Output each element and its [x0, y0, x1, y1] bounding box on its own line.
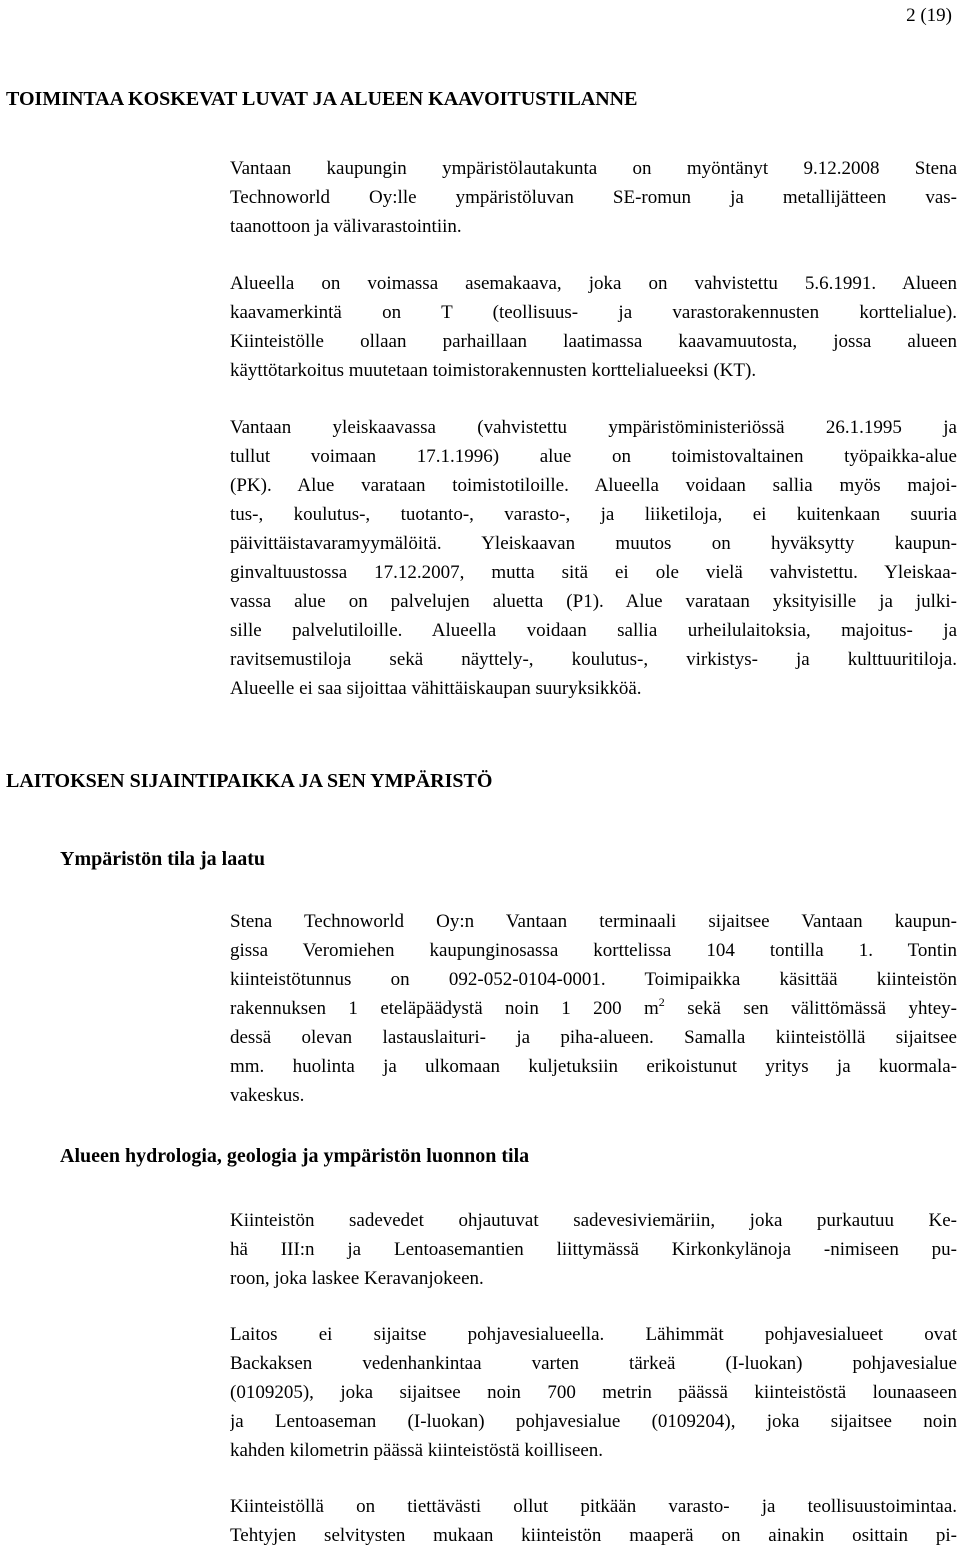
text-line: gissa Veromiehen kaupunginosassa korttelissa 104 tontilla 1. Tontin [230, 940, 957, 961]
text-line: Vantaan kaupungin ympäristölautakunta on myöntänyt 9.12.2008 Stena [230, 158, 957, 179]
text-line: Laitos ei sijaitse pohjavesialueella. Lähimmät pohjavesialueet ovat [230, 1324, 957, 1345]
hydrology-paragraph-1 [230, 1206, 957, 1293]
section-heading-location: LAITOKSEN SIJAINTIPAIKKA JA SEN YMPÄRISTÖ [6, 770, 493, 792]
text-line: päivittäistavaramyymälöitä. Yleiskaavan muutos on hyväksytty kaupun- [230, 533, 957, 554]
text-line: (PK). Alue varataan toimistotiloille. Alueella voidaan sallia myös majoi- [230, 475, 957, 496]
permits-paragraph-3 [230, 413, 957, 703]
text-line: mm. huolinta ja ulkomaan kuljetuksiin erikoistunut yritys ja kuormala- [230, 1056, 957, 1077]
text-line: hä III:n ja Lentoasemantien liittymässä Kirkonkylänoja -nimiseen pu- [230, 1239, 957, 1260]
text-line: dessä olevan lastauslaituri- ja piha-alueen. Samalla kiinteistöllä sijaitsee [230, 1027, 957, 1048]
permits-paragraph-2 [230, 269, 957, 385]
text-line: (0109205), joka sijaitsee noin 700 metrin päässä kiinteistöstä lounaaseen [230, 1382, 957, 1403]
page-number: 2 (19) [906, 5, 952, 26]
superscript: 2 [658, 995, 665, 1009]
hydrology-paragraph-2 [230, 1320, 957, 1465]
text-line: vassa alue on palvelujen aluetta (P1). Alue varataan yksityisille ja julki- [230, 591, 957, 612]
text-line: kaavamerkintä on T (teollisuus- ja varastorakennusten korttelialue). [230, 302, 957, 323]
section-heading-permits: TOIMINTAA KOSKEVAT LUVAT JA ALUEEN KAAVOITUSTILANNE [6, 88, 638, 110]
subheading-hydrology: Alueen hydrologia, geologia ja ympäristön luonnon tila [60, 1145, 530, 1167]
text-line: Technoworld Oy:lle ympäristöluvan SE-romun ja metallijätteen vas- [230, 187, 957, 208]
text-line: ja Lentoaseman (I-luokan) pohjavesialue (0109204), joka sijaitsee noin [230, 1411, 957, 1432]
subheading-environment: Ympäristön tila ja laatu [60, 848, 265, 870]
text-line: ravitsemustiloja sekä näyttely-, koulutus-, virkistys- ja kulttuuritiloja. [230, 649, 957, 670]
text-line: tullut voimaan 17.1.1996) alue on toimistovaltainen työpaikka-alue [230, 446, 957, 467]
text-line: roon, joka laskee Keravanjokeen. [230, 1268, 484, 1289]
hydrology-paragraph-3 [230, 1492, 957, 1550]
text-line: vakeskus. [230, 1085, 305, 1106]
environment-paragraph-1 [230, 907, 957, 1110]
text-line: käyttötarkoitus muutetaan toimistorakennusten korttelialueeksi (KT). [230, 360, 757, 381]
text-line: kahden kilometrin päässä kiinteistöstä koilliseen. [230, 1440, 604, 1461]
text-line: sille palvelutiloille. Alueella voidaan sallia urheilulaitoksia, majoitus- ja [230, 620, 957, 641]
text-line: Alueella on voimassa asemakaava, joka on vahvistettu 5.6.1991. Alueen [230, 273, 957, 294]
text-line: Alueelle ei saa sijoittaa vähittäiskaupan suuryksikköä. [230, 678, 642, 699]
text-line: tus-, koulutus-, tuotanto-, varasto-, ja liiketiloja, ei kuitenkaan suuria [230, 504, 957, 525]
text-line: rakennuksen 1 eteläpäädystä noin 1 200 $m^2$ sekä sen välittömässä yhtey- [230, 995, 957, 1019]
text-line: ginvaltuustossa 17.12.2007, mutta sitä ei ole vielä vahvistettu. Yleiskaa- [230, 562, 957, 583]
text-line: Tehtyjen selvitysten mukaan kiinteistön maaperä on ainakin osittain pi- [230, 1525, 957, 1546]
text-line: kiinteistötunnus on 092-052-0104-0001. Toimipaikka käsittää kiinteistön [230, 969, 957, 990]
text-line: Kiinteistön sadevedet ohjautuvat sadevesiviemäriin, joka purkautuu Ke- [230, 1210, 957, 1231]
text-line: Vantaan yleiskaavassa (vahvistettu ympäristöministeriössä 26.1.1995 ja [230, 417, 957, 438]
text-line: taanottoon ja välivarastointiin. [230, 216, 462, 237]
text-line: Stena Technoworld Oy:n Vantaan terminaali sijaitsee Vantaan kaupun- [230, 911, 957, 932]
text-line: Kiinteistöllä on tiettävästi ollut pitkään varasto- ja teollisuustoimintaa. [230, 1496, 957, 1517]
text-line: Backaksen vedenhankintaa varten tärkeä (I-luokan) pohjavesialue [230, 1353, 957, 1374]
text-line: Kiinteistölle ollaan parhaillaan laatimassa kaavamuutosta, jossa alueen [230, 331, 957, 352]
permits-paragraph-1 [230, 154, 957, 241]
